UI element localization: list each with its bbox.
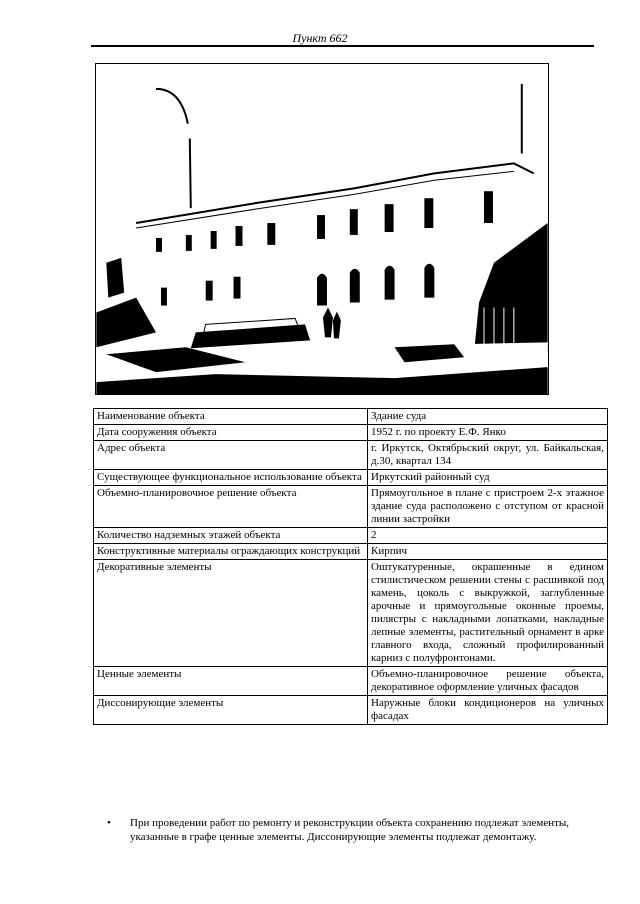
preservation-note bbox=[107, 816, 580, 844]
field-value: Здание суда bbox=[368, 409, 608, 425]
field-label: Количество надземных этажей объекта bbox=[94, 528, 368, 544]
table-row bbox=[94, 667, 608, 696]
field-value: Наружные блоки кондиционеров на уличных фасадах bbox=[368, 696, 608, 725]
field-value: Иркутский районный суд bbox=[368, 470, 608, 486]
table-row bbox=[94, 470, 608, 486]
field-label: Дата сооружения объекта bbox=[94, 425, 368, 441]
table-row bbox=[94, 528, 608, 544]
building-photo-drawing bbox=[96, 64, 548, 394]
field-value: Объемно-планировочное решение объекта, декоративное оформление уличных фасадов bbox=[368, 667, 608, 696]
table-row bbox=[94, 544, 608, 560]
note-text: При проведении работ по ремонту и реконструкции объекта сохранению подлежат элементы, указанные в графе ценные элементы. Диссонирующие элементы подлежат демонтажу. bbox=[130, 817, 570, 843]
field-label: Диссонирующие элементы bbox=[94, 696, 368, 725]
field-value: г. Иркутск, Октябрьский округ, ул. Байкальская, д.30, квартал 134 bbox=[368, 441, 608, 470]
table-row bbox=[94, 696, 608, 725]
table-row bbox=[94, 425, 608, 441]
object-info-table bbox=[93, 408, 608, 725]
field-value: 1952 г. по проекту Е.Ф. Янко bbox=[368, 425, 608, 441]
field-label: Декоративные элементы bbox=[94, 560, 368, 667]
field-value: Кирпич bbox=[368, 544, 608, 560]
header-divider bbox=[91, 45, 594, 47]
table-row bbox=[94, 441, 608, 470]
field-label: Наименование объекта bbox=[94, 409, 368, 425]
page-title: Пункт 662 bbox=[292, 31, 348, 45]
table-row bbox=[94, 486, 608, 528]
field-value: 2 bbox=[368, 528, 608, 544]
table-row bbox=[94, 560, 608, 667]
building-photo bbox=[95, 63, 549, 395]
field-label: Ценные элементы bbox=[94, 667, 368, 696]
field-value: Оштукатуренные, окрашенные в едином стилистическом решении стены с расшивкой под камень, цоколь с выкружкой, заглубленные арочные и прямоугольные оконные проемы, пилястры с накладными лопатками, накладные лепные элементы, растительный орнамент в арке главного входа, сложный профилированный карниз с полуфронтонами. bbox=[368, 560, 608, 667]
field-label: Адрес объекта bbox=[94, 441, 368, 470]
field-label: Конструктивные материалы ограждающих конструкций bbox=[94, 544, 368, 560]
field-value: Прямоугольное в плане с пристроем 2-х этажное здание суда расположено с отступом от красной линии застройки bbox=[368, 486, 608, 528]
field-label: Существующее функциональное использование объекта bbox=[94, 470, 368, 486]
table-row bbox=[94, 409, 608, 425]
bullet-icon: • bbox=[107, 817, 111, 829]
field-label: Объемно-планировочное решение объекта bbox=[94, 486, 368, 528]
